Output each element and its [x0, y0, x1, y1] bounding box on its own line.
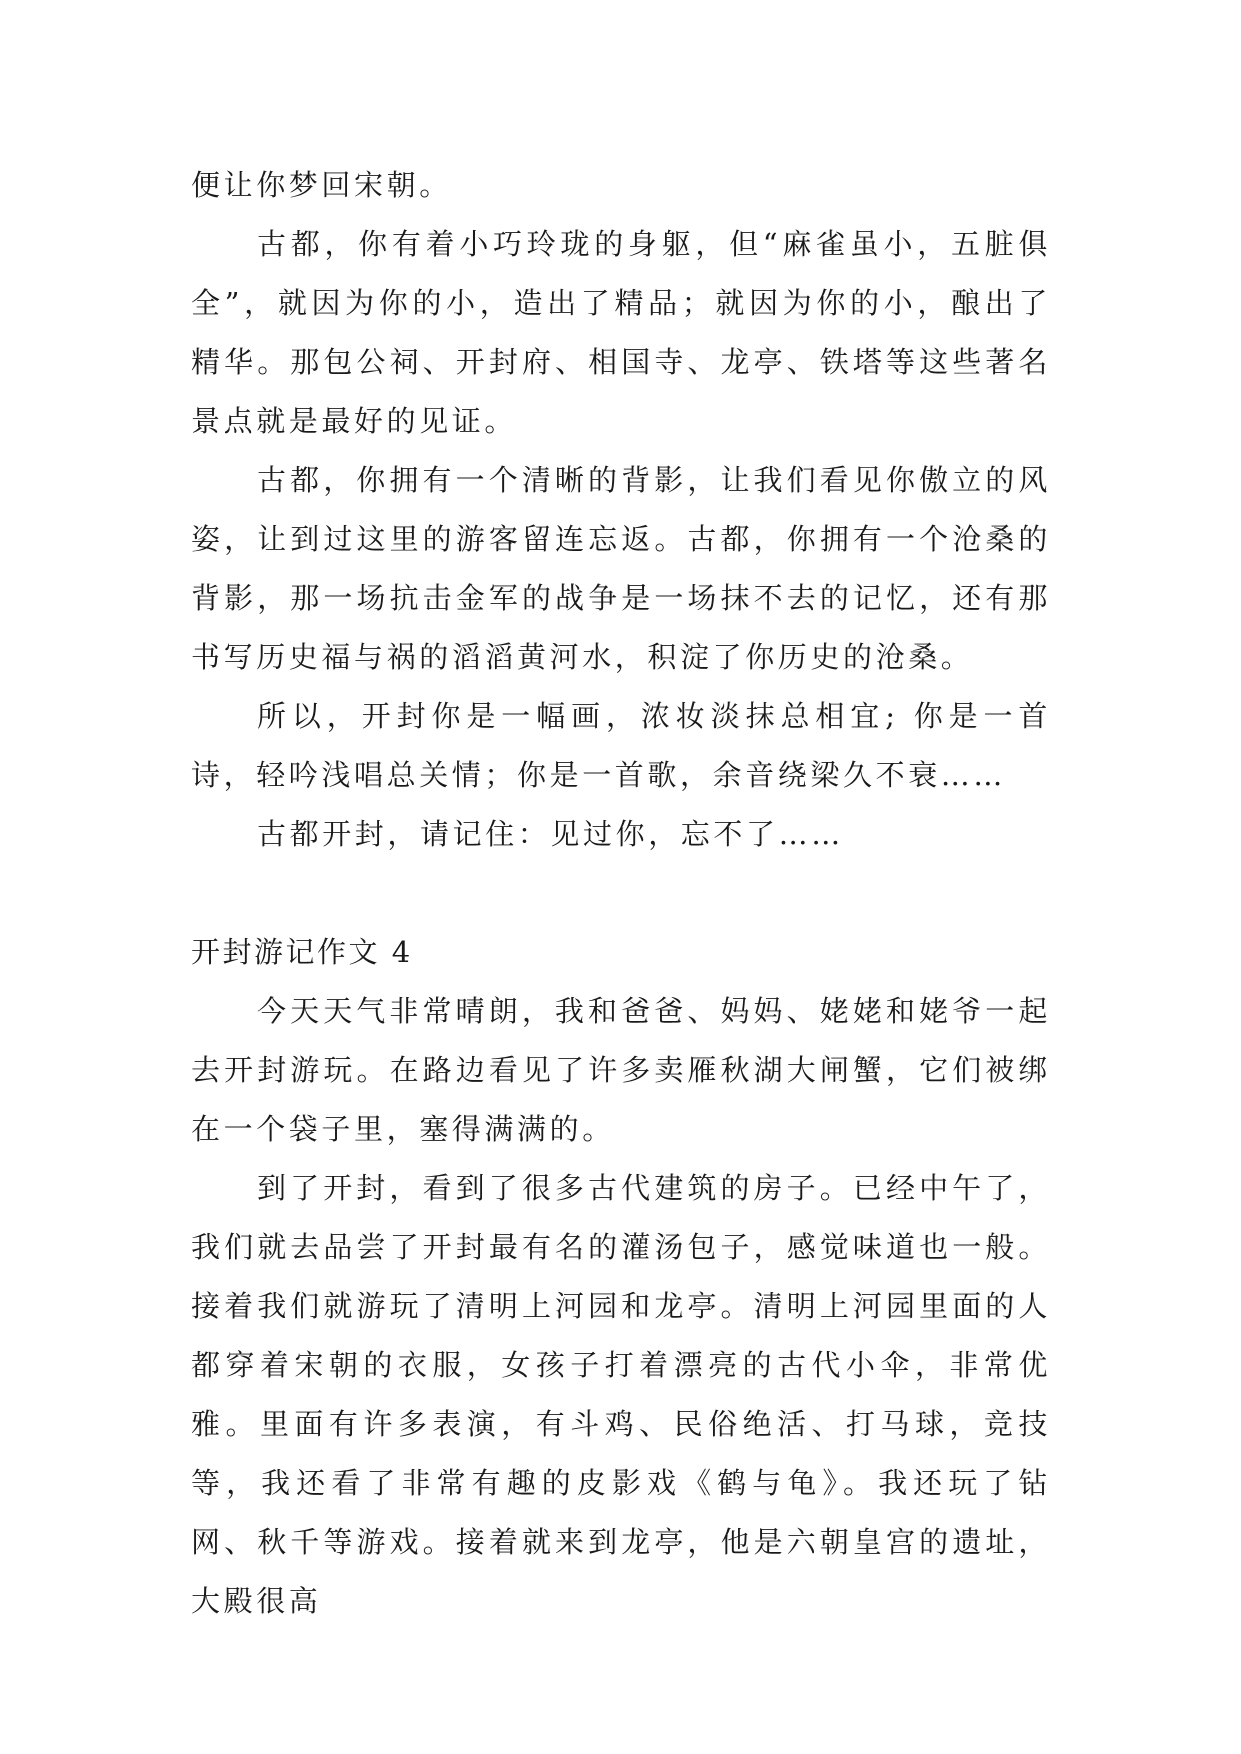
- section-gap: [191, 864, 1051, 923]
- paragraph: 古都，你拥有一个清晰的背影，让我们看见你傲立的风姿，让到过这里的游客留连忘返。古都，你拥有一个沧桑的背影，那一场抗击金军的战争是一场抹不去的记忆，还有那书写历史福与祸的滔滔黄河水，积淀了你历史的沧桑。: [191, 463, 1051, 674]
- paragraph: 所以，开封你是一幅画，浓妆淡抹总相宜; 你是一首诗，轻吟浅唱总关情；你是一首歌，余音绕梁久不衰……: [191, 699, 1051, 792]
- paragraph-continuation: 便让你梦回宋朝。: [191, 168, 452, 202]
- paragraph: 今天天气非常晴朗，我和爸爸、妈妈、姥姥和姥爷一起去开封游玩。在路边看见了许多卖雁秋湖大闸蟹，它们被绑在一个袋子里，塞得满满的。: [191, 994, 1051, 1146]
- paragraph: 到了开封，看到了很多古代建筑的房子。已经中午了，我们就去品尝了开封最有名的灌汤包子，感觉味道也一般。接着我们就游玩了清明上河园和龙亭。清明上河园里面的人都穿着宋朝的衣服，女孩子打着漂亮的古代小伞，非常优雅。里面有许多表演，有斗鸡、民俗绝活、打马球，竞技等，我还看了非常有趣的皮影戏《鹤与龟》。我还玩了钻网、秋千等游戏。接着就来到龙亭，他是六朝皇宫的遗址，大殿很高: [191, 1171, 1051, 1618]
- paragraph: 古都，你有着小巧玲珑的身躯，但“麻雀虽小，五脏俱全”，就因为你的小，造出了精品；就因为你的小，酿出了精华。那包公祠、开封府、相国寺、龙亭、铁塔等这些著名景点就是最好的见证。: [191, 227, 1051, 438]
- paragraph: 古都开封，请记住：见过你，忘不了……: [257, 817, 844, 851]
- section-heading: 开封游记作文 4: [191, 935, 413, 969]
- document-body: [191, 156, 1051, 1631]
